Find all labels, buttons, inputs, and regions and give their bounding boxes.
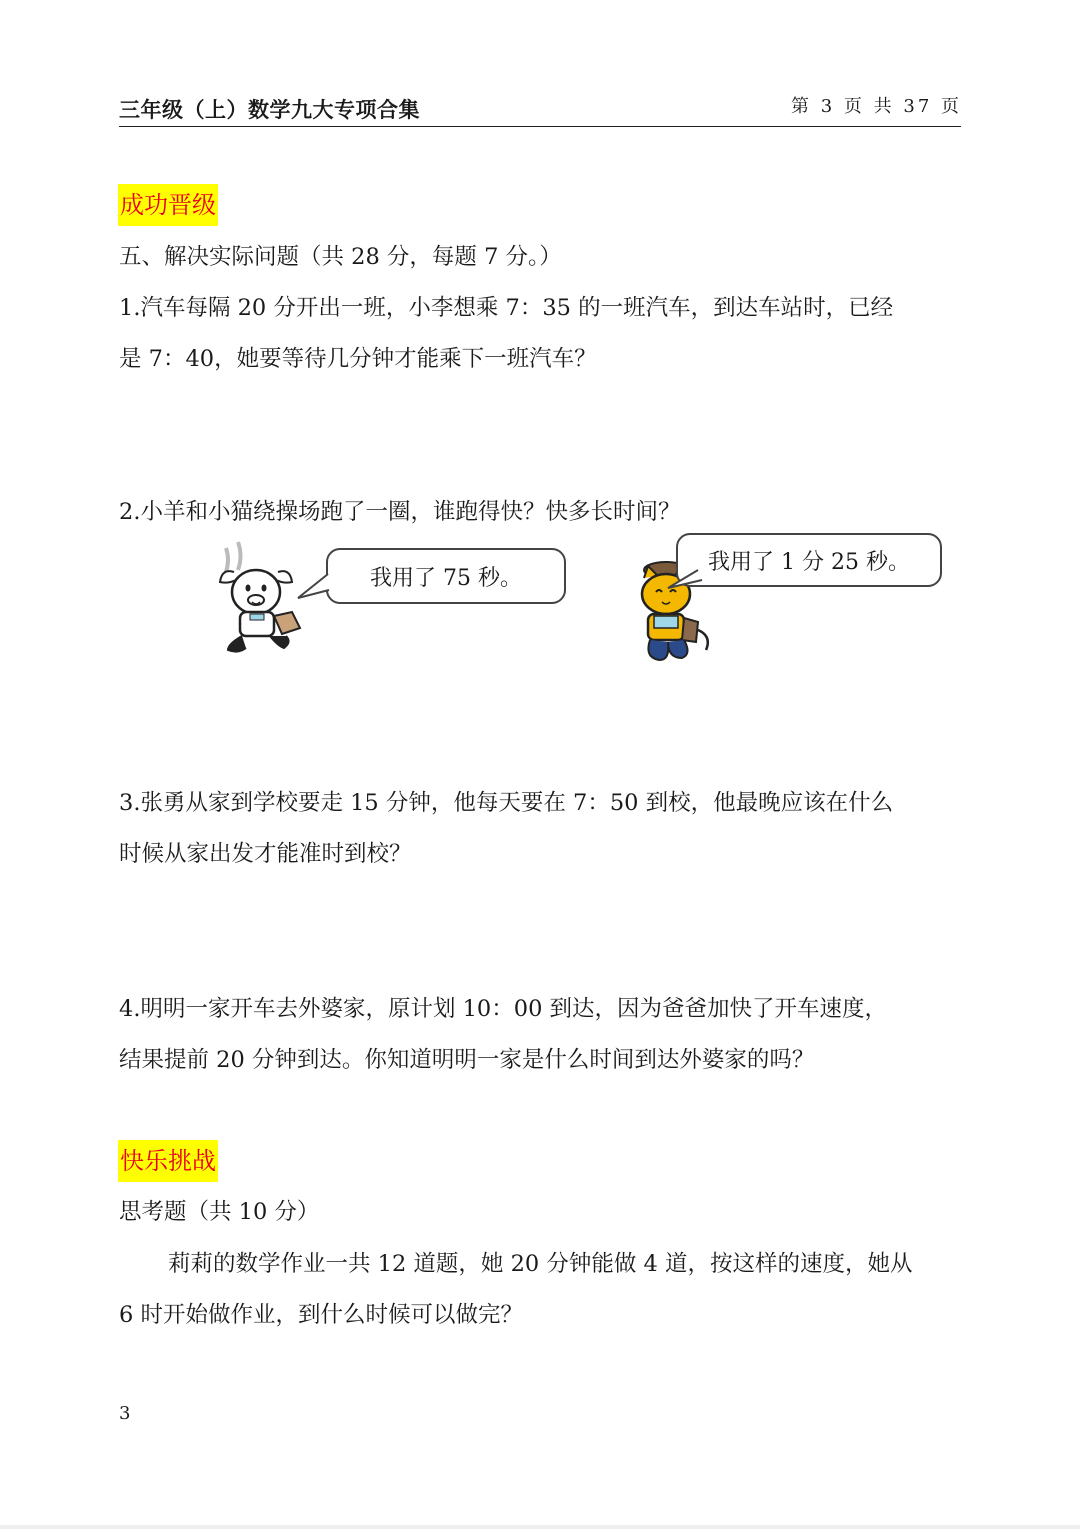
question-1-line-2: 是 7：40，她要等待几分钟才能乘下一班汽车？ — [119, 346, 597, 372]
cat-speech-bubble — [676, 533, 942, 587]
cat-bubble-tail — [664, 568, 704, 592]
footer-bar — [0, 1525, 1080, 1529]
section-label-challenge: 快乐挑战 — [118, 1140, 218, 1182]
question-4-line-2: 结果提前 20 分钟到达。你知道明明一家是什么时间到达外婆家的吗？ — [119, 1047, 815, 1073]
goat-illustration — [218, 540, 318, 665]
question-3-line-1: 3.张勇从家到学校要走 15 分钟，他每天要在 7：50 到校，他最晚应该在什么 — [119, 790, 894, 816]
question-4-line-1: 4.明明一家开车去外婆家，原计划 10：00 到达，因为爸爸加快了开车速度， — [119, 996, 888, 1022]
question-5-line-1: 莉莉的数学作业一共 12 道题，她 20 分钟能做 4 道，按这样的速度，她从 — [168, 1251, 913, 1277]
section-heading: 五、解决实际问题（共 28 分，每题 7 分。） — [119, 244, 562, 270]
question-1-line-1: 1.汽车每隔 20 分开出一班，小李想乘 7：35 的一班汽车，到达车站时，已经 — [119, 295, 894, 321]
header-rule — [119, 126, 961, 127]
goat-bubble-tail — [296, 572, 332, 602]
section-label-success: 成功晋级 — [118, 184, 218, 226]
cat-speech-text: 我用了 1 分 25 秒。 — [708, 549, 910, 575]
question-5-line-2: 6 时开始做作业，到什么时候可以做完？ — [119, 1302, 523, 1328]
header-page-info: 第 3 页 共 37 页 — [791, 96, 962, 117]
challenge-heading: 思考题（共 10 分） — [119, 1199, 320, 1225]
question-2-line-1: 2.小羊和小猫绕操场跑了一圈，谁跑得快？快多长时间？ — [119, 499, 681, 525]
header-title: 三年级（上）数学九大专项合集 — [119, 98, 420, 122]
goat-speech-bubble — [326, 548, 566, 604]
page-number: 3 — [119, 1403, 131, 1424]
goat-speech-text: 我用了 75 秒。 — [370, 565, 522, 591]
question-3-line-2: 时候从家出发才能准时到校？ — [119, 841, 412, 867]
